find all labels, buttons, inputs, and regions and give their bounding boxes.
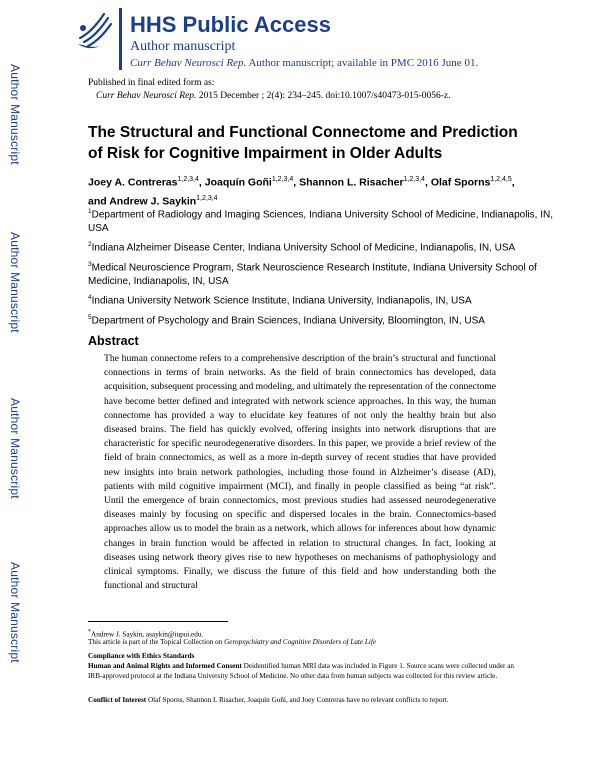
footnote-rule bbox=[88, 621, 228, 622]
collection-footnote: This article is part of the Topical Collection on Geropsychiatry and Cognitive Disorders of Late Life bbox=[88, 638, 377, 646]
conflict-of-interest-footnote: Conflict of Interest Olaf Sporns, Shannon L Risacher, Joaquín Goñi, and Joey Contreras have no relevant conflicts to report. bbox=[88, 696, 449, 704]
author-affiliation-marks: 1,2,4,5 bbox=[490, 176, 512, 183]
sidebar-author-manuscript-label: Author Manuscript bbox=[8, 232, 22, 333]
citation bbox=[96, 91, 451, 101]
hhs-public-access-title: HHS Public Access bbox=[130, 12, 331, 37]
header-divider bbox=[119, 8, 122, 70]
author-name: Shannon L. Risacher bbox=[299, 176, 404, 189]
author-list: Joey A. Contreras$^{1,2,3,4}$, Joaquín Goñi$^{1,2,3,4}$, Shannon L. Risacher$^{1,2,3,4}$, Olaf Sporns$^{1,2,4,5}$, and Andrew J. Saykin$^{1,2,3,4}$ bbox=[88, 176, 515, 207]
journal-name: Curr Behav Neurosci Rep. bbox=[130, 57, 247, 69]
sidebar-author-manuscript-label: Author Manuscript bbox=[8, 64, 22, 165]
affiliation: $^1$Department of Radiology and Imaging Sciences, Indiana University School of Medicine, Indianapolis, IN, USA bbox=[88, 208, 553, 234]
author-name: Andrew J. Saykin bbox=[109, 195, 197, 207]
author-name: Joaquín Goñi bbox=[204, 176, 272, 189]
sidebar-author-manuscript-label: Author Manuscript bbox=[8, 562, 22, 663]
article-title: The Structural and Functional Connectome and Prediction of Risk for Cognitive Impairment in Older Adults bbox=[88, 124, 518, 162]
sidebar-author-manuscript-label: Author Manuscript bbox=[8, 398, 22, 499]
published-label: Published in final edited form as: bbox=[88, 78, 215, 88]
affiliation: $^3$Medical Neuroscience Program, Stark Neuroscience Research Institute, Indiana University School of Medicine, Indianapolis, IN, USA bbox=[88, 261, 537, 287]
author-name: Joey A. Contreras bbox=[88, 176, 178, 189]
journal-availability-line bbox=[130, 57, 478, 69]
hhs-eagle-logo-icon bbox=[74, 8, 114, 52]
corresponding-author-footnote: *Andrew J. Saykin, asaykin@iupui.edu. bbox=[88, 629, 204, 639]
affiliation: $^2$Indiana Alzheimer Disease Center, Indiana University School of Medicine, Indianapolis, IN, USA bbox=[88, 241, 516, 254]
affiliation: $^4$Indiana University Network Science Institute, Indiana University, Indianapolis, IN, USA bbox=[88, 294, 472, 307]
abstract-heading: Abstract bbox=[88, 334, 139, 348]
author-affiliation-marks: 1,2,3,4 bbox=[271, 176, 294, 183]
corresponding-author-email: Andrew J. Saykin, asaykin@iupui.edu. bbox=[91, 630, 204, 639]
abstract-body: The human connectome refers to a comprehensive description of the brain’s structural and functional connections in terms of brain networks. As the field of brain connectomics has developed, data acquisition, subsequent processing and modeling, and ultimately the representation of the connectome have become better defined and integrated with network science approaches. In this way, the human connectome has provided a way to elucidate key features of not only the healthy brain but also diseased brains. The field has quickly evolved, offering insights into network disruptions that are characteristic for specific neurodegenerative disorders. In this paper, we provide a brief review of the field of brain connectomics, as well as a more in-depth survey of recent studies that have provided new insights into brain network pathologies, including those found in Alzheimer’s disease (AD), patients with mild cognitive impairment (MCI), and finally in people classified as being “at risk”. Until the emergence of brain connectomics, most previous studies had assessed neurodegenerative diseases mainly by focusing on specific and dispersed locales in the brain. Connectomics-based approaches allow us to model the brain as a network, which allows for inferences about how dynamic changes in brain function would be affected in relation to structural changes. In fact, looking at diseases using network theory gives rise to new hypotheses on mechanisms of pathophysiology and clinical symptoms. Finally, we discuss the future of this field and how understanding both the functional and structural bbox=[104, 353, 496, 592]
author-affiliation-marks: 1,2,3,4 bbox=[177, 176, 199, 183]
author-manuscript-subtitle: Author manuscript bbox=[130, 39, 236, 54]
availability-text: Author manuscript; available in PMC 2016 June 01. bbox=[246, 57, 479, 69]
compliance-heading: Compliance with Ethics Standards bbox=[88, 652, 195, 660]
citation-details: 2015 December ; 2(4): 234–245. doi:10.1007/s40473-015-0056-z. bbox=[196, 91, 451, 101]
author-name: Olaf Sporns bbox=[430, 176, 491, 189]
affiliation: $^5$Department of Psychology and Brain Sciences, Indiana University, Bloomington, IN, USA bbox=[88, 314, 485, 327]
collection-name: Geropsychiatry and Cognitive Disorders of Late Life bbox=[224, 638, 377, 646]
citation-journal: Curr Behav Neurosci Rep. bbox=[96, 91, 197, 101]
author-affiliation-marks: 1,2,3,4 bbox=[403, 176, 425, 183]
human-animal-rights-footnote: Human and Animal Rights and Informed Consent Deidentified human MRI data was included in Figure 1. Source scans were collected under an IRB-approved protocol at the Indiana University School of Medicine. No other data from human subjects was collected for this review article. bbox=[88, 662, 515, 680]
author-affiliation-marks: 1,2,3,4 bbox=[196, 194, 218, 202]
